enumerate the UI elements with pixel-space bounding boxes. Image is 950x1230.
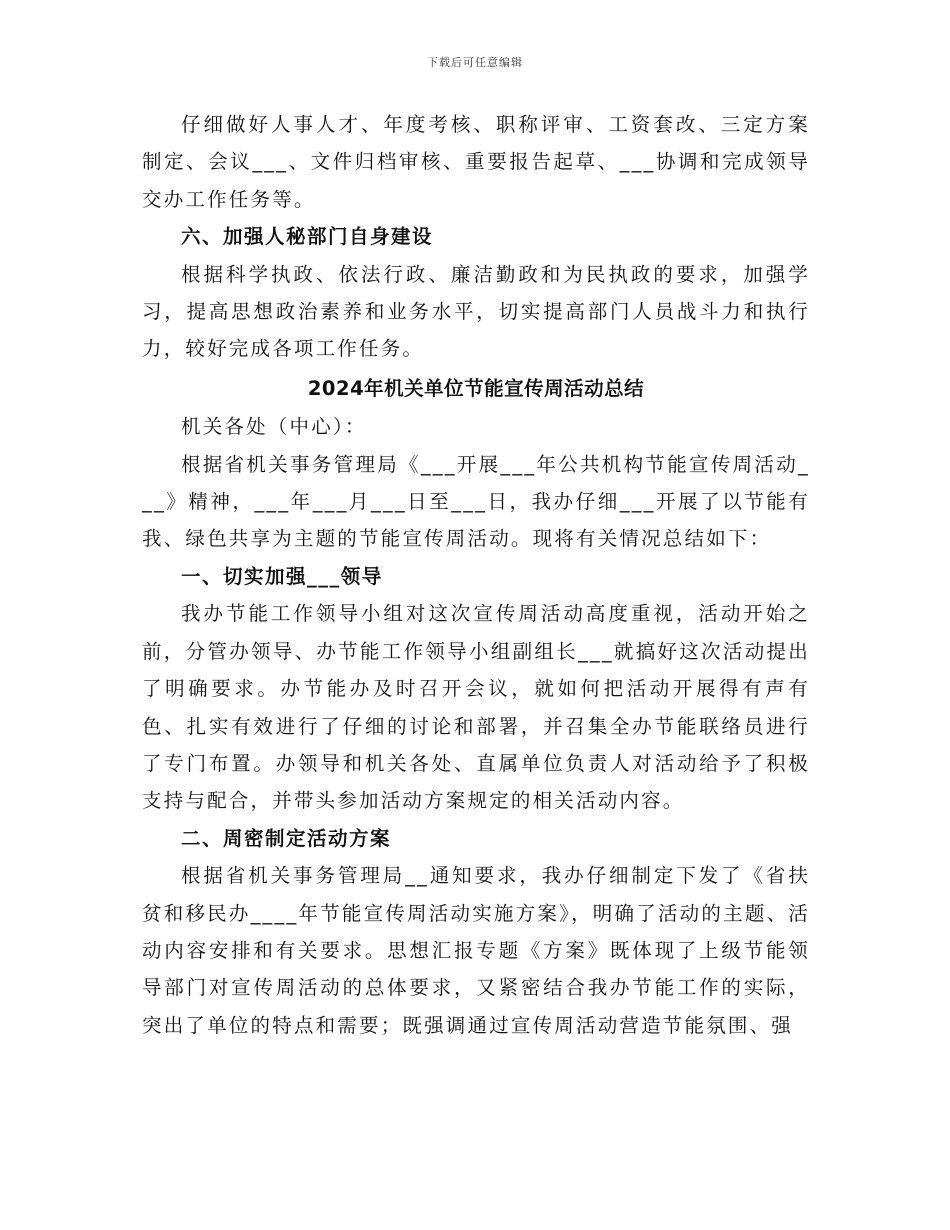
paragraph-self-building: 根据科学执政、依法行政、廉洁勤政和为民执政的要求，加强学习，提高思想政治素养和业务水平，切实提高部门人员战斗力和执行力，较好完成各项工作任务。 [142,262,810,361]
salutation: 机关各处（中心）： [181,415,367,439]
document-title: 2024年机关单位节能宣传周活动总结 [307,376,645,400]
paragraph-leadership: 我办节能工作领导小组对这次宣传周活动高度重视，活动开始之前，分管办领导、办节能工作领导小组副组长___就搞好这次活动提出了明确要求。办节能办及时召开会议，就如何把活动开展得有声有色、扎实有效进行了仔细的讨论和部署，并召集全办节能联络员进行了专门布置。办领导和机关各处、直属单位负责人对活动给予了积极支持与配合，并带头参加活动方案规定的相关活动内容。 [142,602,810,813]
paragraph-intro: 根据省机关事务管理局《___开展___年公共机构节能宣传周活动___》精神，___年___月___日至___日，我办仔细___开展了以节能有我、绿色共享为主题的节能宣传周活动。现将有关情况总结如下： [142,452,810,551]
document-body [142,106,810,1044]
section-heading-one: 一、切实加强___领导 [181,564,383,588]
paragraph-plan: 根据省机关事务管理局__通知要求，我办仔细制定下发了《省扶贫和移民办____年节能宣传周活动实施方案》，明确了活动的主题、活动内容安排和有关要求。思想汇报专题《方案》既体现了上级节能领导部门对宣传周活动的总体要求，又紧密结合我办节能工作的实际，突出了单位的特点和需要；既强调通过宣传周活动营造节能氛围、强 [142,864,810,1037]
paragraph-personnel-tasks: 仔细做好人事人才、年度考核、职称评审、工资套改、三定方案制定、会议___、文件归档审核、重要报告起草、___协调和完成领导交办工作任务等。 [142,113,810,211]
section-heading-six: 六、加强人秘部门自身建设 [181,225,434,249]
section-heading-two: 二、周密制定活动方案 [181,826,392,850]
page-header-note: 下载后可任意编辑 [427,56,523,69]
